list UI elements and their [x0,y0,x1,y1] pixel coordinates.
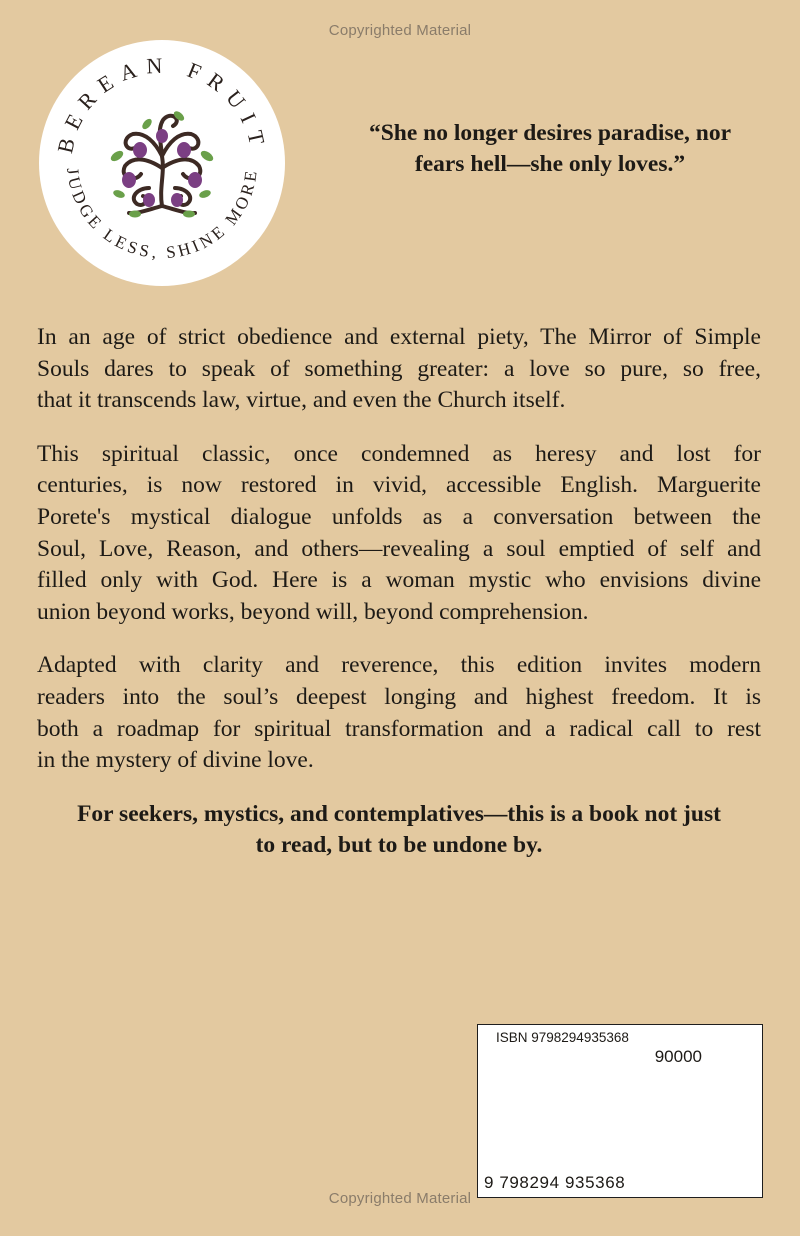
addon-barcode-bars [658,1067,746,1175]
quote-line: “She no longer desires paradise, nor [368,120,732,146]
paragraph-3 [37,650,761,776]
text-line: in the mystery of divine love. [37,747,314,774]
barcode-bars [492,1053,660,1175]
watermark-bottom: Copyrighted Material [328,1190,472,1207]
closing-statement [37,799,761,862]
text-line: centuries, is now restored in vivid, accessible English. Marguerite [37,472,761,499]
text-line: Porete's mystical dialogue unfolds as a conversation between the [37,503,761,530]
logo-brand-text: BEREAN FRUIT [52,52,272,156]
isbn-label: ISBN 9798294935368 [496,1030,629,1045]
isbn-first-digit: 9 [484,1173,495,1192]
text-line: In an age of strict obedience and external piety, The Mirror of Simple [37,324,761,350]
isbn-digit-groups: 798294 935368 [499,1173,626,1192]
paragraph-1 [37,322,761,417]
text-line: both a roadmap for spiritual transformation and a radical call to rest [37,715,761,742]
watermark-top: Copyrighted Material [328,22,472,39]
price-code: 90000 [654,1047,702,1066]
paragraph-2 [37,439,761,629]
text-line: readers into the soul’s deepest longing and highest freedom. It is [37,683,761,710]
text-line: that it transcends law, virtue, and even the Church itself. [37,387,566,414]
pull-quote [320,118,780,180]
logo-tagline-text: JUDGE LESS, SHINE MORE [63,166,262,263]
isbn-barcode [477,1024,763,1198]
book-description [37,322,761,862]
text-line: filled only with God. Here is a woman mystic who envisions divine [37,567,761,594]
berean-fruit-logo [37,38,287,288]
text-line: Soul, Love, Reason, and others—revealing a soul emptied of self and [37,535,761,562]
text-line: union beyond works, beyond will, beyond comprehension. [37,598,589,625]
closing-line: For seekers, mystics, and contemplatives—this is a book not just [77,800,721,827]
text-line: Adapted with clarity and reverence, this edition invites modern [37,652,761,679]
quote-line: fears hell—she only loves.” [414,151,686,177]
closing-line: to read, but to be undone by. [255,832,543,859]
text-line: Souls dares to speak of something greater: a love so pure, so free, [37,355,761,382]
text-line: This spiritual classic, once condemned as heresy and lost for [37,440,761,467]
